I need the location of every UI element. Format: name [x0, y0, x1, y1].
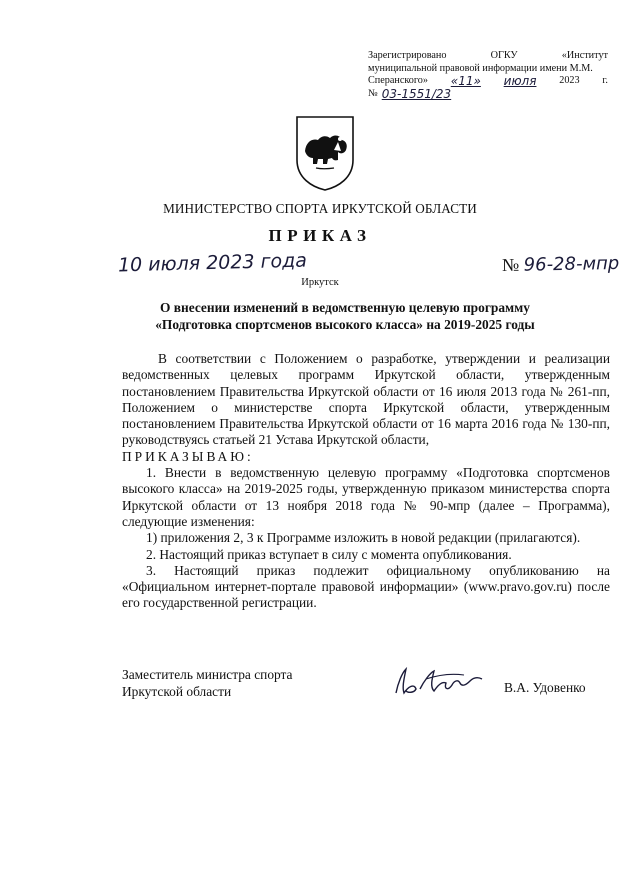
registration-institute-name: муниципальной правовой информации имени М.М.: [368, 62, 593, 74]
signer-position-line-2: Иркутской области: [122, 684, 232, 699]
order-word: ПРИКАЗЫВАЮ:: [122, 448, 254, 464]
heading-line-2: «Подготовка спортсменов высокого класса» на 2019-2025 годы: [155, 317, 535, 332]
registration-day: «11»: [450, 74, 481, 89]
registration-month: июля: [503, 74, 537, 89]
registration-line-2: [368, 63, 608, 76]
city: Иркутск: [301, 277, 339, 288]
heading-line-1: О внесении изменений в ведомственную целевую программу: [160, 300, 530, 315]
coat-of-arms-icon: [294, 114, 356, 192]
order-number: [502, 253, 620, 276]
registration-word: Зарегистрировано: [368, 50, 447, 61]
item-1: 1. Внести в ведомственную целевую программу «Подготовка спортсменов высокого класса» на 2019-2025 годы, утвержденную приказом министерства спорта Иркутской области от 13 ноября 2018 года № 90-мпр (далее – Программа), следующие изменения:: [122, 465, 610, 529]
order-number-prefix: №: [501, 254, 520, 276]
preamble-paragraph: В соответствии с Положением о разработке, утверждении и реализации ведомственных целевых программ Иркутской области, утвержденным постановлением Правительства Иркутской области от 16 июля 2013 года № 261-пп, Положением о министерстве спорта Иркутской области, утвержденным постановлением Правительства Иркутской области от 16 марта 2016 года № 130-пп, руководствуясь статьей 21 Устава Иркутской области,: [122, 351, 610, 448]
registration-line-1: [368, 50, 608, 63]
document-type: ПРИКАЗ: [268, 226, 372, 245]
registration-speransky: Сперанского»: [368, 75, 428, 87]
order-date-handwritten: 10 июля 2023 года: [117, 249, 308, 277]
registration-stamp: [368, 50, 608, 100]
registration-institute: «Институт: [561, 50, 608, 61]
registration-year: 2023: [559, 75, 580, 87]
registration-number: 03-1551/23: [381, 86, 452, 101]
registration-line-3: [368, 75, 608, 88]
signer-position: [122, 666, 293, 700]
registration-org: ОГКУ: [490, 50, 518, 61]
registration-year-suffix: г.: [602, 75, 608, 87]
ministry-name: МИНИСТЕРСТВО СПОРТА ИРКУТСКОЙ ОБЛАСТИ: [163, 201, 477, 216]
item-1-subitem-1: 1) приложения 2, 3 к Программе изложить в новой редакции (прилагаются).: [146, 530, 581, 546]
item-2: 2. Настоящий приказ вступает в силу с момента опубликования.: [146, 546, 512, 562]
handwritten-signature: [390, 663, 486, 699]
order-body: [122, 351, 610, 612]
item-3: 3. Настоящий приказ подлежит официальному опубликованию на «Официальном интернет-портале правовой информации» (www.pravo.gov.ru) после его государственной регистрации.: [122, 562, 610, 611]
signer-name: В.А. Удовенко: [504, 680, 586, 695]
order-heading: [140, 299, 550, 333]
registration-line-4: [368, 88, 608, 101]
signer-position-line-1: Заместитель министра спорта: [122, 667, 293, 682]
order-number-handwritten: 96-28-мпр: [523, 252, 620, 276]
registration-number-prefix: №: [368, 87, 378, 99]
